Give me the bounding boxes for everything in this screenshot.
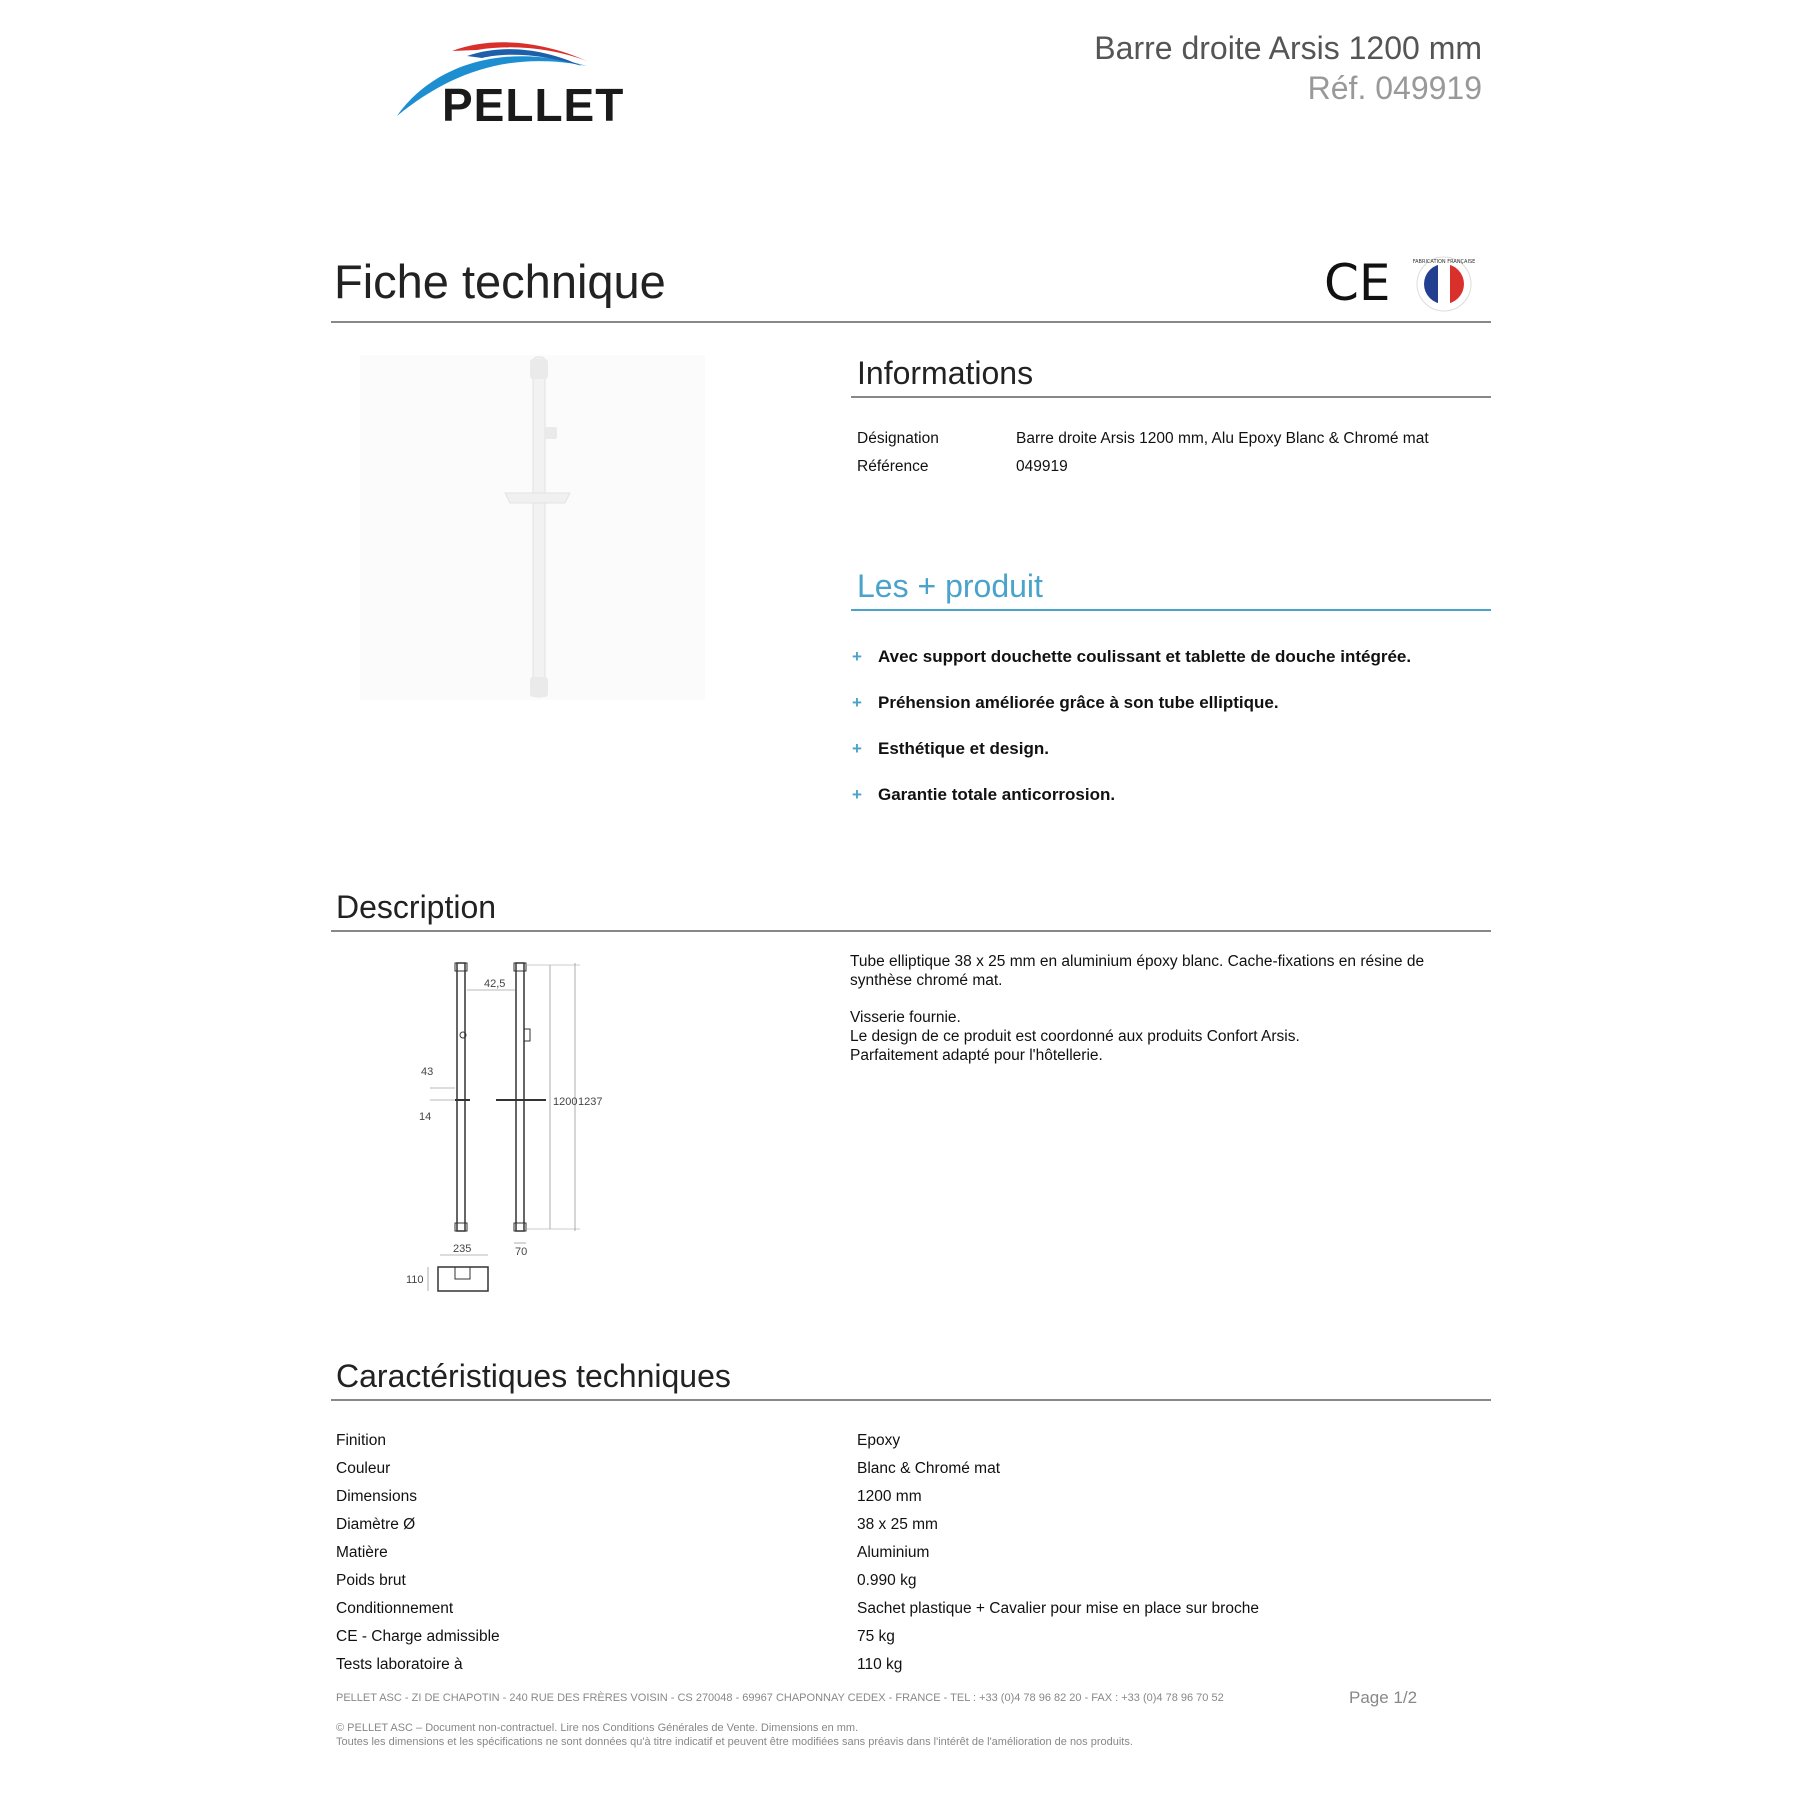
spec-value: Aluminium <box>857 1544 930 1561</box>
title-divider <box>331 321 1491 323</box>
description-line: Visserie fournie. <box>850 1009 961 1026</box>
spec-label: Tests laboratoire à <box>336 1656 463 1673</box>
certification-badges <box>1322 254 1482 314</box>
info-label-designation: Désignation <box>857 430 939 447</box>
spec-value: 38 x 25 mm <box>857 1516 938 1533</box>
spec-label: Couleur <box>336 1460 391 1477</box>
spec-label: Matière <box>336 1544 388 1561</box>
plus-icon: + <box>852 647 862 666</box>
svg-text:CE: CE <box>1324 254 1391 312</box>
description-paragraph: Tube elliptique 38 x 25 mm en aluminium époxy blanc. Cache-fixations en résine de synthèse chromé mat. <box>850 953 1425 989</box>
plus-produit-divider <box>851 609 1491 611</box>
svg-text:FABRICATION FRANÇAISE: FABRICATION FRANÇAISE <box>1412 259 1476 265</box>
technical-drawing <box>400 955 630 1305</box>
spec-value: 75 kg <box>857 1628 895 1645</box>
legal-line: Toutes les dimensions et les spécifications ne sont données qu'à titre indicatif et peuvent être modifiées sans préavis dans l'intérêt de l'amélioration de nos produits. <box>336 1736 1133 1748</box>
informations-divider <box>851 396 1491 398</box>
description-line: Parfaitement adapté pour l'hôtellerie. <box>850 1047 1103 1064</box>
dim-label: 14 <box>419 1111 432 1123</box>
spec-label: Conditionnement <box>336 1600 454 1617</box>
informations-title: Informations <box>857 355 1034 391</box>
product-ref: Réf. 049919 <box>1307 70 1482 106</box>
dim-label: 1200 <box>553 1096 578 1108</box>
product-photo <box>360 355 705 700</box>
plus-icon: + <box>852 693 862 712</box>
dim-label: 110 <box>406 1274 424 1286</box>
spec-value: Epoxy <box>857 1432 901 1449</box>
page-number: Page 1/2 <box>1349 1688 1418 1707</box>
dim-label: 235 <box>453 1243 472 1255</box>
footer-legal <box>336 1721 1133 1749</box>
info-value-designation: Barre droite Arsis 1200 mm, Alu Epoxy Blanc & Chromé mat <box>1016 430 1429 447</box>
plus-icon: + <box>852 739 862 758</box>
caracteristiques-title: Caractéristiques techniques <box>336 1358 731 1394</box>
feature-item: + Préhension améliorée grâce à son tube elliptique. <box>852 693 1279 712</box>
product-title: Barre droite Arsis 1200 mm <box>1094 30 1482 66</box>
ce-mark-icon <box>1324 254 1391 312</box>
description-divider <box>331 930 1491 932</box>
spec-label: Diamètre Ø <box>336 1516 416 1533</box>
spec-label: CE - Charge admissible <box>336 1628 500 1645</box>
plus-produit-title: Les + produit <box>857 568 1043 604</box>
spec-value: Sachet plastique + Cavalier pour mise en place sur broche <box>857 1600 1259 1617</box>
spec-label: Dimensions <box>336 1488 417 1505</box>
page-title: Fiche technique <box>334 255 666 308</box>
dim-label: 43 <box>421 1066 434 1078</box>
feature-item: + Garantie totale anticorrosion. <box>852 785 1116 804</box>
spec-value: 0.990 kg <box>857 1572 917 1589</box>
pellet-logo <box>392 36 642 136</box>
description-line: Le design de ce produit est coordonné aux produits Confort Arsis. <box>850 1028 1300 1045</box>
spec-value: 110 kg <box>857 1656 903 1673</box>
spec-label: Finition <box>336 1432 386 1449</box>
spec-value: 1200 mm <box>857 1488 922 1505</box>
spec-label: Poids brut <box>336 1572 406 1589</box>
spec-value: Blanc & Chromé mat <box>857 1460 1000 1477</box>
plus-icon: + <box>852 785 862 804</box>
made-in-france-icon <box>1413 257 1476 311</box>
feature-item: + Esthétique et design. <box>852 739 1049 758</box>
brand-wordmark: PELLET <box>442 79 625 131</box>
dim-label: 1237 <box>578 1096 603 1108</box>
feature-item: + Avec support douchette coulissant et tablette de douche intégrée. <box>852 647 1412 666</box>
legal-line: © PELLET ASC – Document non-contractuel. Lire nos Conditions Générales de Vente. Dimensions en mm. <box>336 1722 859 1734</box>
footer-address: PELLET ASC - ZI DE CHAPOTIN - 240 RUE DES FRÈRES VOISIN - CS 270048 - 69967 CHAPONNAY CEDEX - FRANCE - TEL : +33 (0)4 78 96 82 20 - FAX : +33 (0)4 78 96 70 52 <box>336 1692 1224 1704</box>
description-text <box>850 952 1430 1065</box>
info-label-reference: Référence <box>857 458 929 475</box>
info-value-reference: 049919 <box>1016 458 1068 475</box>
dim-label: 70 <box>515 1246 528 1258</box>
caracteristiques-divider <box>331 1399 1491 1401</box>
description-title: Description <box>336 889 497 925</box>
dim-label: 42,5 <box>484 978 506 990</box>
